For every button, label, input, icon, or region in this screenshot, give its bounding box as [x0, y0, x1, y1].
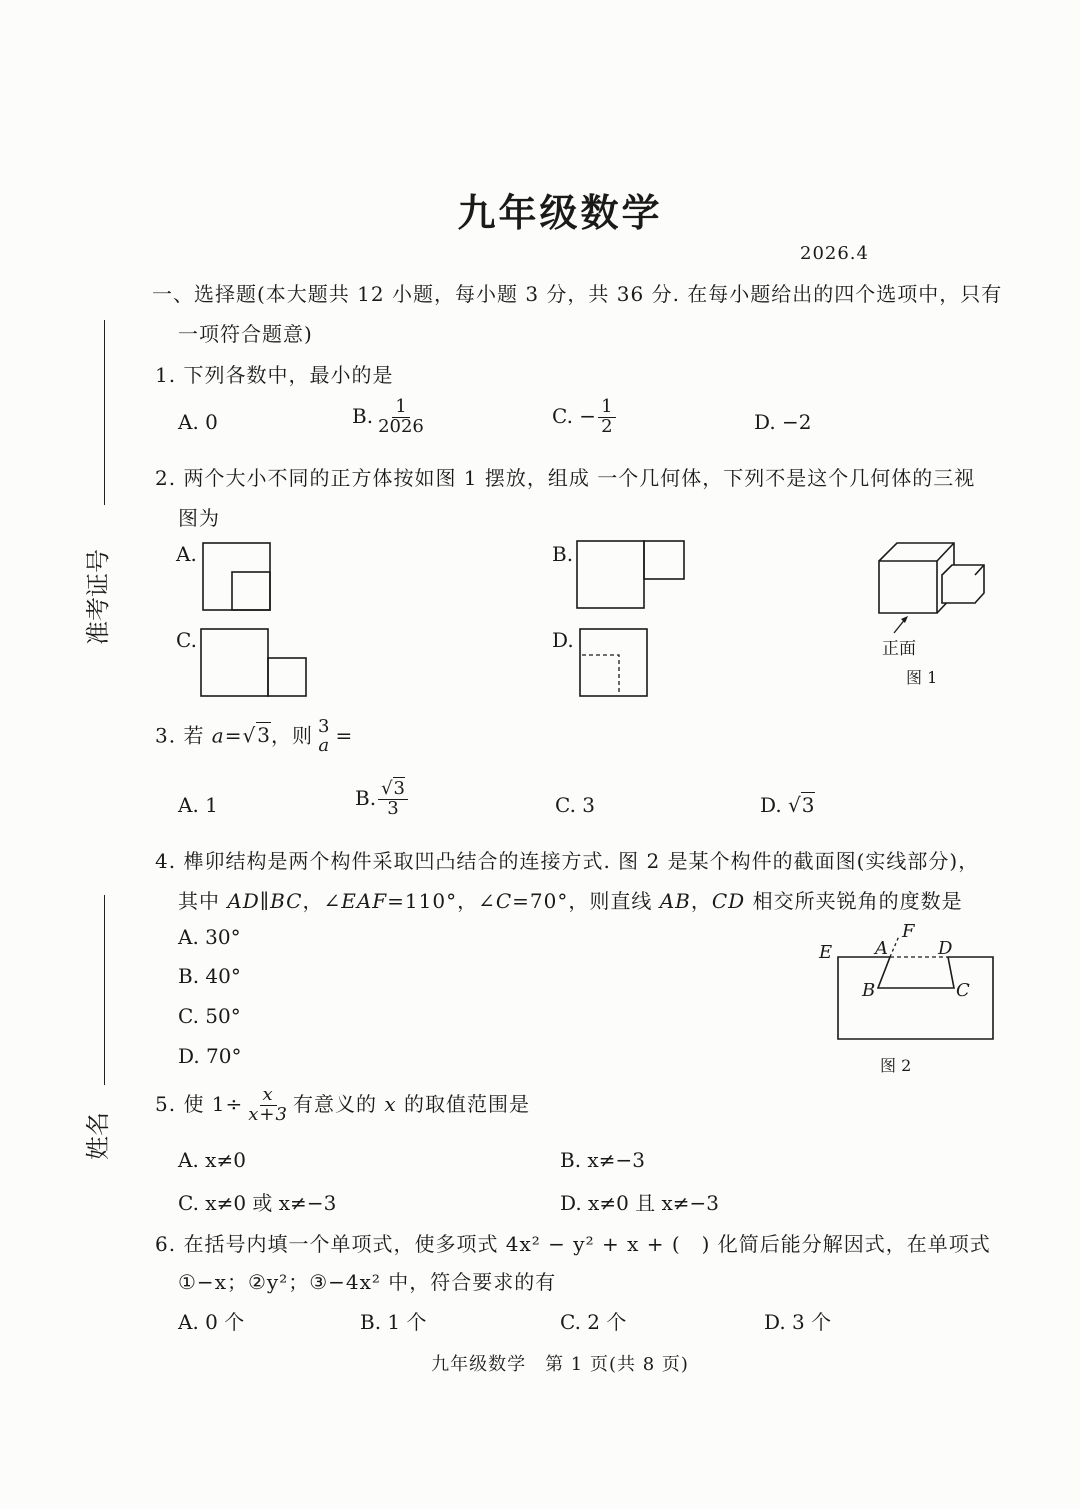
- q2-option-b-figure: [574, 538, 689, 613]
- q3-eq: =: [224, 723, 243, 748]
- q4-option-a: A. 30°: [178, 925, 241, 949]
- q3-option-a: A. 1: [178, 793, 218, 817]
- fig2-label-c: C: [956, 980, 970, 1001]
- q3-stem: 3. 若 a=√3，则 3 a =: [155, 716, 354, 756]
- q6-option-b: B. 1 个: [360, 1310, 427, 1334]
- q3-sqrt-arg: 3: [257, 723, 271, 748]
- q1-option-c: [552, 398, 618, 437]
- q2-option-a-figure: [200, 540, 275, 615]
- q6-option-c: C. 2 个: [560, 1310, 627, 1334]
- q1-option-b-fraction: [375, 398, 427, 437]
- q2-option-d-figure: [577, 626, 651, 700]
- q3-option-d-arg: 3: [801, 793, 815, 817]
- figure-2-caption: 图 2: [880, 1056, 912, 1075]
- q1-option-b: [352, 398, 429, 437]
- figure-2-diagram: [836, 926, 996, 1041]
- q3-then: ，则: [270, 723, 313, 748]
- q4-stem-line2: [178, 885, 963, 914]
- q5-option-b: B. x≠−3: [560, 1148, 645, 1172]
- q2-option-c-figure: [198, 626, 310, 700]
- exam-date: 2026.4: [800, 243, 869, 264]
- q3-option-d: [760, 793, 815, 817]
- name-label: 姓名: [84, 1112, 112, 1160]
- q5-option-d: D. x≠0 且 x≠−3: [560, 1191, 720, 1215]
- q4-option-c: C. 50°: [178, 1004, 241, 1028]
- q6-stem-line2: ①−x；②y²；③−4x² 中，符合要求的有: [178, 1270, 557, 1294]
- q2-stem-line1: 2. 两个大小不同的正方体按如图 1 摆放，组成 一个几何体，下列不是这个几何体的三视: [155, 466, 976, 490]
- q2-stem-line2: 图为: [178, 506, 220, 530]
- q3-stem-suffix: =: [335, 723, 354, 748]
- q3-frac-num: 3: [317, 716, 331, 737]
- q5-stem-suffix: 的取值范围是: [396, 1091, 530, 1116]
- fig2-label-a: A: [875, 938, 888, 959]
- figure-1-caption: 图 1: [906, 668, 938, 687]
- page-title: 九年级数学: [457, 191, 663, 235]
- name-line: [104, 895, 105, 1085]
- q6-option-a: A. 0 个: [178, 1310, 245, 1334]
- q4-l2-cc: C: [495, 889, 513, 913]
- fig2-label-b: B: [862, 980, 876, 1001]
- q4-l2-eaf: EAF: [341, 889, 388, 913]
- q5-option-c: C. x≠0 或 x≠−3: [178, 1191, 337, 1215]
- q3-option-b-sqrt-arg: 3: [393, 778, 405, 799]
- fig2-label-e: E: [819, 942, 833, 963]
- figure-1-cubes: [872, 538, 992, 628]
- q4-l2-ad: AD∥BC: [227, 889, 303, 913]
- q1-option-a: A. 0: [178, 410, 218, 434]
- q5-frac-den: x+3: [248, 1103, 288, 1125]
- q3-option-c: C. 3: [555, 793, 596, 817]
- q4-l2-c: =110°，∠: [387, 889, 496, 913]
- q2-option-c-label: C.: [176, 628, 197, 652]
- q3-option-b-fraction: [378, 780, 408, 819]
- q3-stem-prefix: 3. 若: [155, 723, 212, 748]
- q5-stem: [155, 1086, 530, 1125]
- q1-option-d: D. −2: [754, 410, 812, 434]
- q1-option-b-num: 1: [392, 398, 409, 418]
- q5-stem-mid: 有意义的: [292, 1091, 385, 1116]
- fig2-label-d: D: [938, 938, 953, 959]
- exam-id-line: [104, 320, 105, 505]
- q3-fraction: [315, 718, 333, 756]
- q5-frac-num: x: [260, 1086, 277, 1106]
- fig2-label-f: F: [902, 921, 915, 942]
- q3-option-b: [355, 780, 410, 819]
- q1-stem: 1. 下列各数中，最小的是: [155, 363, 394, 387]
- q4-l2-a: 其中: [178, 889, 228, 913]
- q1-option-c-prefix: C. −: [552, 403, 597, 428]
- q2-option-a-label: A.: [176, 542, 197, 566]
- q1-option-c-num: 1: [598, 398, 615, 418]
- exam-id-label: 准考证号: [84, 549, 112, 645]
- q3-var-a: a: [211, 723, 225, 748]
- q1-option-b-den: 2026: [378, 415, 424, 437]
- q4-l2-cd: CD: [711, 889, 746, 913]
- q5-stem-prefix: 5. 使 1÷: [155, 1091, 244, 1116]
- figure-1-front-label: 正面: [882, 639, 916, 659]
- q4-option-b: B. 40°: [178, 964, 241, 988]
- q1-option-b-prefix: B.: [352, 403, 374, 428]
- q6-stem-line1: 6. 在括号内填一个单项式，使多项式 4x² − y² + x + ( ) 化简后能分解因式，在单项式: [155, 1232, 991, 1256]
- q3-option-b-num: √3: [378, 780, 408, 800]
- q4-l2-e: ，: [690, 889, 712, 913]
- q3-option-d-prefix: D. √: [760, 793, 801, 817]
- q1-option-c-den: 2: [601, 415, 613, 437]
- q5-var-x: x: [384, 1091, 397, 1116]
- q4-l2-d: =70°，则直线: [512, 889, 660, 913]
- q4-l2-b: ，∠: [302, 889, 342, 913]
- q3-option-b-prefix: B.: [355, 785, 377, 810]
- q5-option-a: A. x≠0: [178, 1148, 246, 1172]
- q3-frac-den: a: [318, 734, 331, 756]
- q2-option-b-label: B.: [552, 542, 574, 566]
- q4-l2-ab: AB: [659, 889, 691, 913]
- page-footer: 九年级数学 第 1 页(共 8 页): [431, 1354, 689, 1375]
- q6-option-d: D. 3 个: [764, 1310, 832, 1334]
- q4-l2-f: 相交所夹锐角的度数是: [745, 889, 963, 913]
- q4-stem-line1: 4. 榫卯结构是两个构件采取凹凸结合的连接方式. 图 2 是某个构件的截面图(实线部分)，: [155, 849, 980, 873]
- q4-option-d: D. 70°: [178, 1044, 242, 1068]
- section-heading-line2: 一项符合题意): [178, 322, 313, 346]
- q3-option-b-den: 3: [387, 797, 399, 819]
- q1-option-c-fraction: [598, 398, 615, 437]
- section-heading-line1: 一、选择题(本大题共 12 小题，每小题 3 分，共 36 分. 在每小题给出的四个选项中，只有: [152, 282, 1003, 306]
- q2-option-d-label: D.: [552, 628, 574, 652]
- q5-fraction: [245, 1086, 291, 1125]
